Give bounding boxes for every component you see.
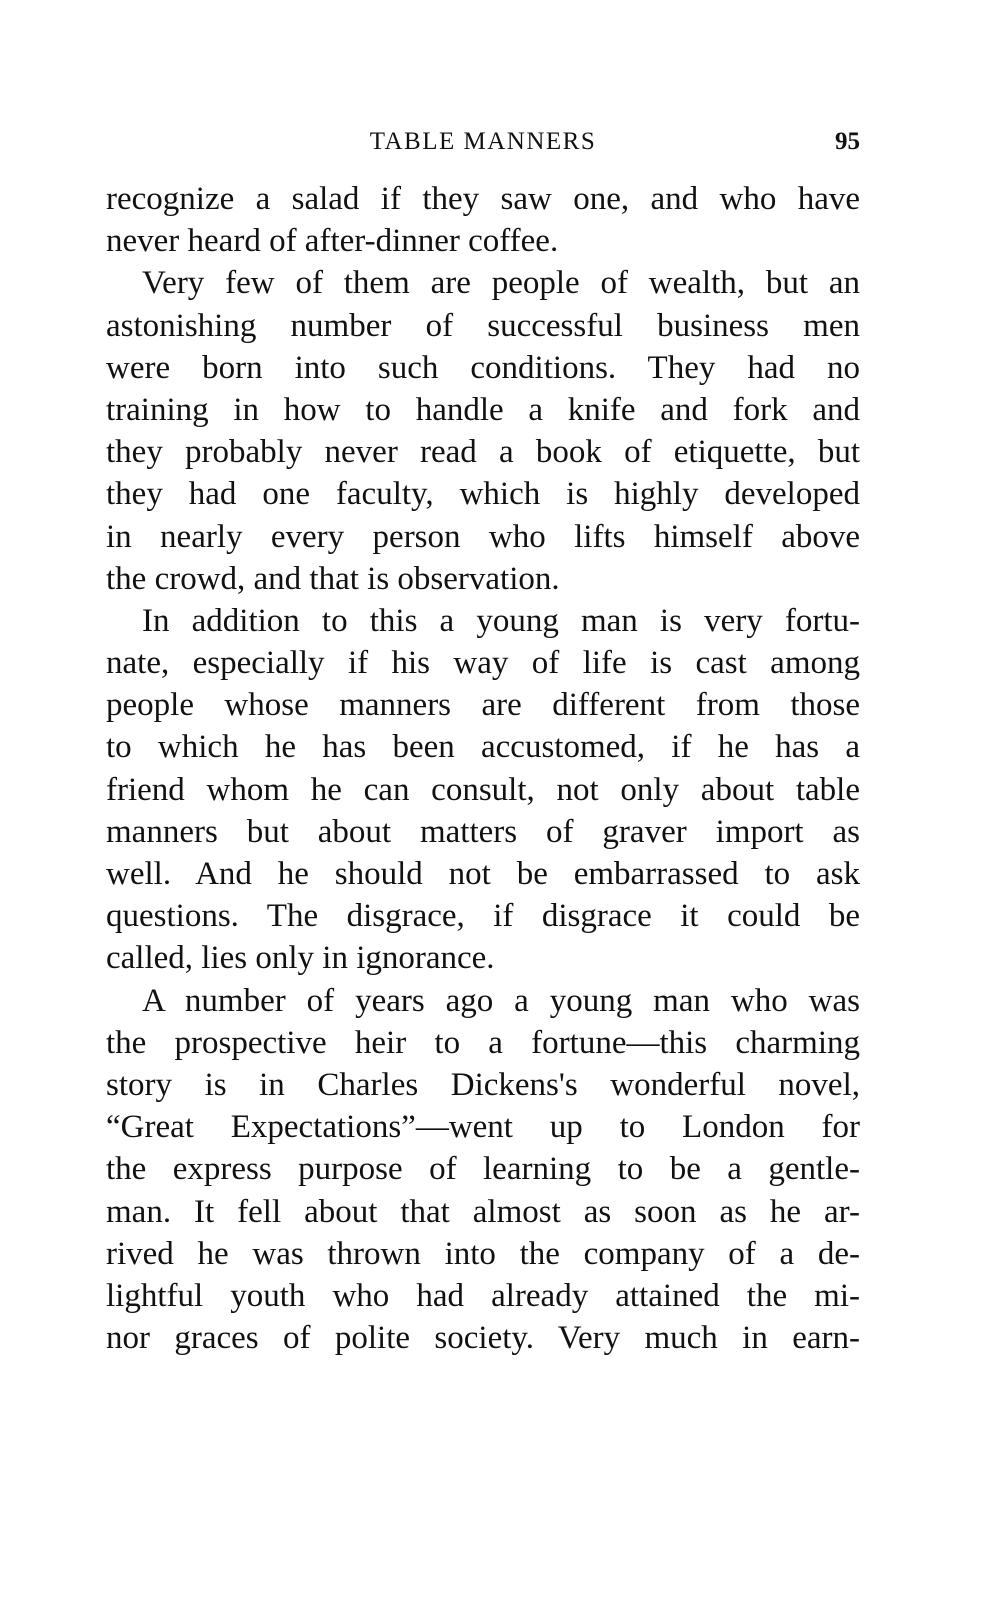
text-line: were born into such conditions. They had no [106,349,860,386]
text-line: training in how to handle a knife and fork and [106,391,860,428]
text-line: they had one faculty, which is highly developed [106,476,860,513]
text-line: “Great Expectations”—went up to London for [106,1109,860,1146]
paragraph-first-line: Very few of them are people of wealth, but an [142,265,860,302]
text-line: rived he was thrown into the company of a de- [106,1235,860,1272]
text-line: manners but about matters of graver import as [106,813,860,850]
text-line: the prospective heir to a fortune—this charming [106,1024,860,1061]
text-line: questions. The disgrace, if disgrace it could be [106,898,860,935]
paragraph-first-line: A number of years ago a young man who was [142,982,860,1019]
text-line: people whose manners are different from those [106,687,860,724]
text-line: called, lies only in ignorance. [106,940,495,977]
text-line: they probably never read a book of etiquette, but [106,434,860,471]
text-line: nor graces of polite society. Very much in earn- [106,1320,860,1357]
text-line: well. And he should not be embarrassed to ask [106,856,860,892]
text-line: astonishing number of successful business men [106,307,860,344]
text-line: man. It fell about that almost as soon as he ar- [106,1193,860,1230]
text-line: to which he has been accustomed, if he has a [106,729,860,766]
text-line: recognize a salad if they saw one, and who have [106,181,860,217]
page-number: 95 [835,128,860,155]
paragraph-first-line: In addition to this a young man is very fortu- [142,602,860,639]
text-line: story is in Charles Dickens's wonderful novel, [106,1066,860,1103]
text-line: lightful youth who had already attained the mi- [106,1277,860,1314]
text-line: the crowd, and that is observation. [106,560,560,597]
body-text [106,178,860,1359]
text-line: never heard of after-dinner coffee. [106,223,559,260]
running-title: TABLE MANNERS [369,128,597,155]
text-line: the express purpose of learning to be a gentle- [106,1151,860,1188]
text-line: friend whom he can consult, not only about table [106,771,860,808]
running-head [106,122,860,162]
text-line: nate, especially if his way of life is cast among [106,645,860,682]
text-line: in nearly every person who lifts himself above [106,518,860,555]
